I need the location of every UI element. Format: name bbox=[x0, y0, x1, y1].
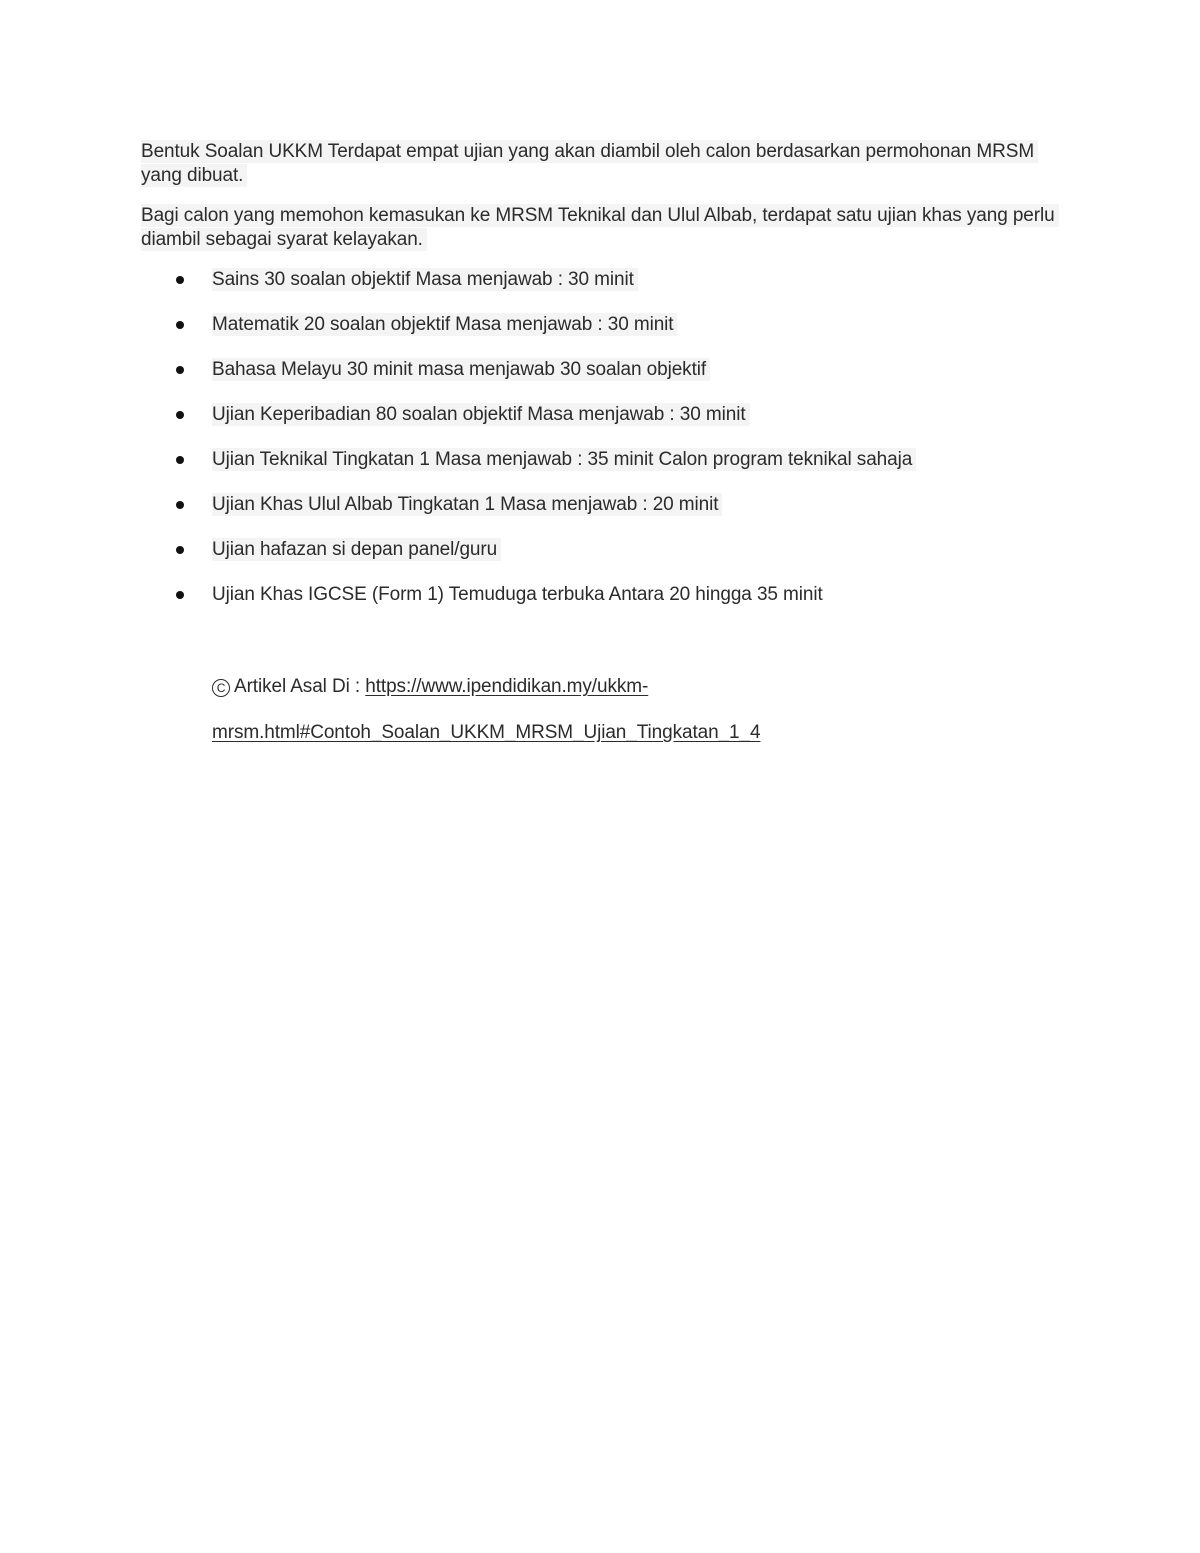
source-link[interactable]: https://www.ipendidikan.my/ukkm- bbox=[365, 676, 649, 697]
list-item bbox=[141, 583, 1061, 607]
bullet-icon bbox=[176, 366, 184, 374]
list-item bbox=[141, 313, 1061, 337]
list-item bbox=[141, 403, 1061, 427]
list-item bbox=[141, 268, 1061, 292]
list-item-text: Ujian Khas Ulul Albab Tingkatan 1 Masa menjawab : 20 minit bbox=[212, 493, 722, 516]
source-link-continuation[interactable]: mrsm.html#Contoh_Soalan_UKKM_MRSM_Ujian_Tingkatan_1_4 bbox=[212, 722, 761, 743]
test-list bbox=[141, 268, 1061, 607]
credit-line-1 bbox=[212, 664, 1061, 710]
credit-line-2 bbox=[212, 710, 1061, 756]
list-item-text: Bahasa Melayu 30 minit masa menjawab 30 soalan objektif bbox=[212, 358, 710, 381]
list-item bbox=[141, 358, 1061, 382]
list-item-text: Ujian Khas IGCSE (Form 1) Temuduga terbuka Antara 20 hingga 35 minit bbox=[212, 584, 823, 605]
list-item-text: Ujian hafazan si depan panel/guru bbox=[212, 538, 501, 561]
bullet-icon bbox=[176, 456, 184, 464]
intro-paragraph-text: Bentuk Soalan UKKM Terdapat empat ujian yang akan diambil oleh calon berdasarkan permohonan MRSM yang dibuat. bbox=[141, 140, 1038, 187]
bullet-icon bbox=[176, 411, 184, 419]
credit-label: Artikel Asal Di : bbox=[234, 676, 366, 697]
bullet-icon bbox=[176, 591, 184, 599]
bullet-icon bbox=[176, 501, 184, 509]
list-item bbox=[141, 448, 1061, 472]
list-item bbox=[141, 493, 1061, 517]
bullet-icon bbox=[176, 546, 184, 554]
bullet-icon bbox=[176, 321, 184, 329]
copyright-icon: C bbox=[212, 679, 230, 697]
bullet-icon bbox=[176, 276, 184, 284]
intro-paragraph bbox=[141, 140, 1061, 188]
source-credit bbox=[141, 664, 1061, 756]
requirement-paragraph bbox=[141, 204, 1061, 252]
document-content bbox=[141, 140, 1061, 756]
list-item bbox=[141, 538, 1061, 562]
list-item-text: Matematik 20 soalan objektif Masa menjawab : 30 minit bbox=[212, 313, 677, 336]
requirement-paragraph-text: Bagi calon yang memohon kemasukan ke MRSM Teknikal dan Ulul Albab, terdapat satu ujian khas yang perlu diambil sebagai syarat kelayakan. bbox=[141, 204, 1059, 251]
list-item-text: Ujian Teknikal Tingkatan 1 Masa menjawab : 35 minit Calon program teknikal sahaja bbox=[212, 448, 916, 471]
list-item-text: Ujian Keperibadian 80 soalan objektif Masa menjawab : 30 minit bbox=[212, 403, 750, 426]
list-item-text: Sains 30 soalan objektif Masa menjawab : 30 minit bbox=[212, 268, 638, 291]
